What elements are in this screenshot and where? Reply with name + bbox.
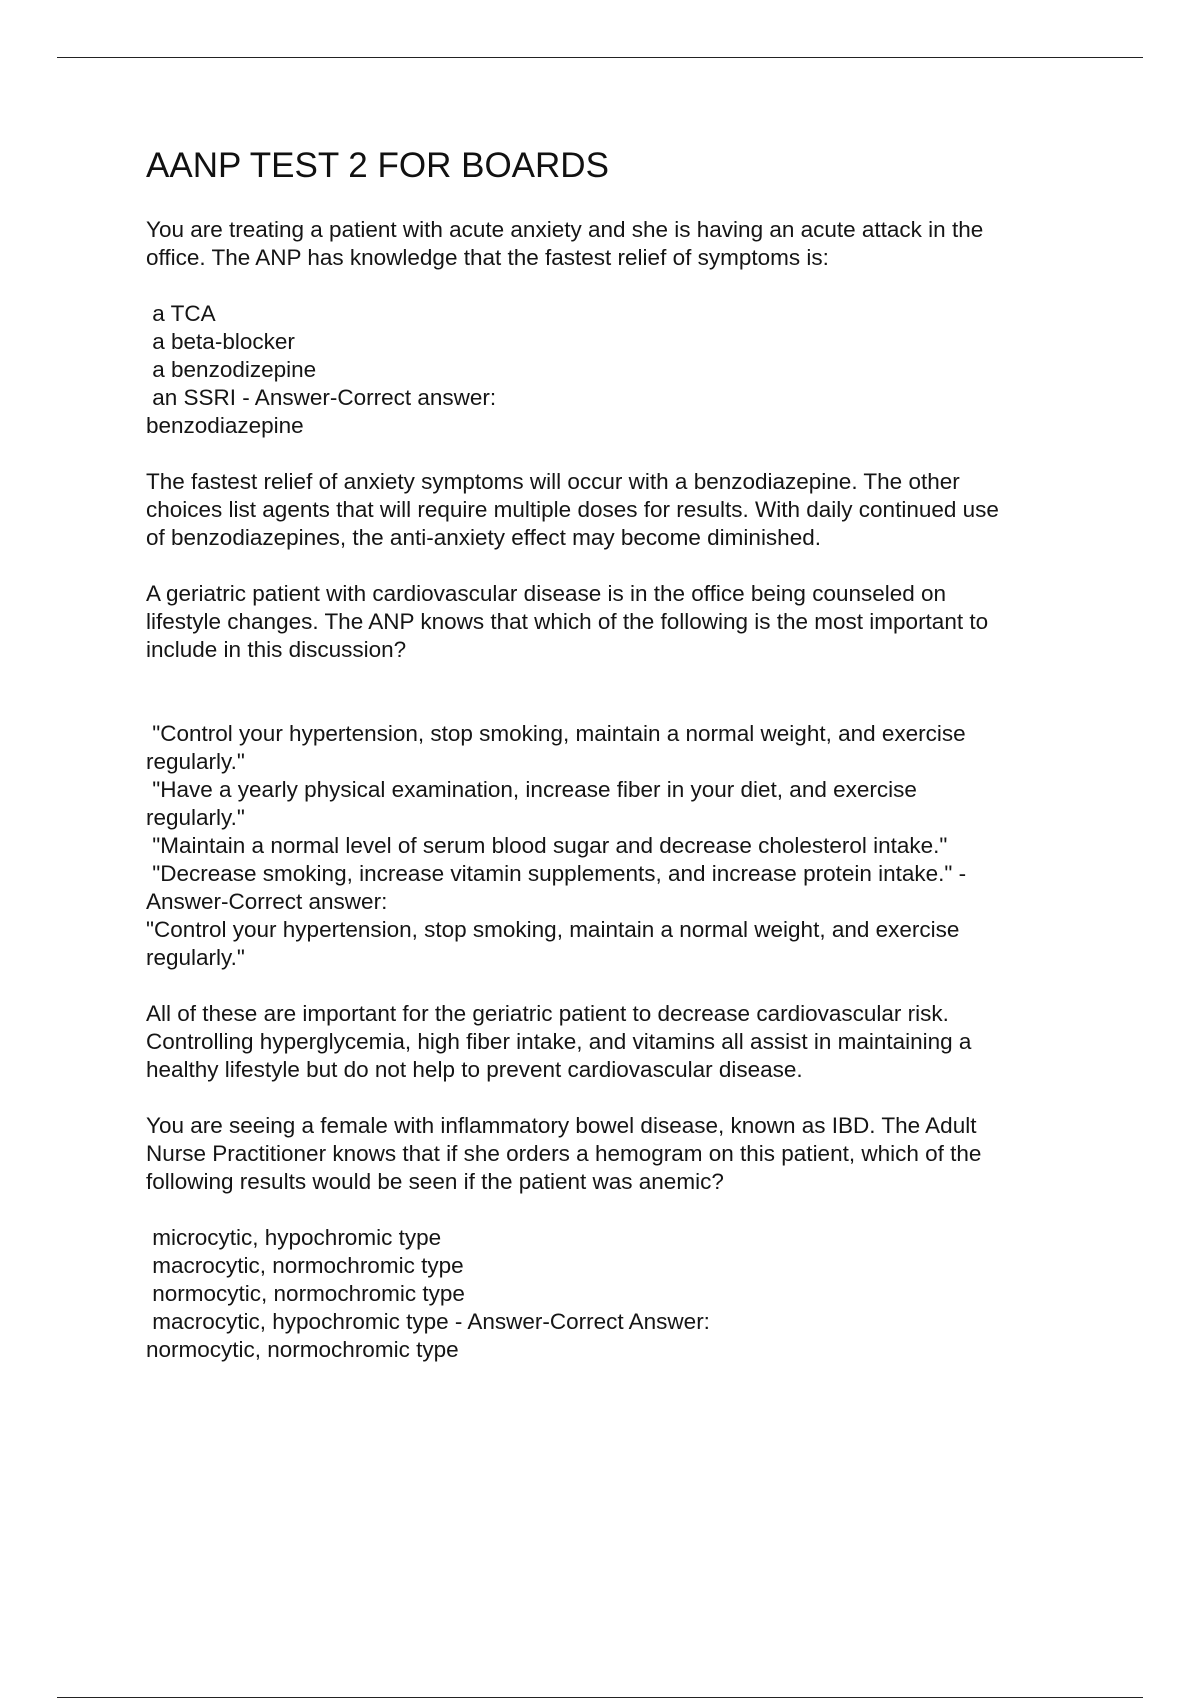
footer-rule (57, 1697, 1143, 1698)
question-3-stem: You are seeing a female with inflammatory bowel disease, known as IBD. The Adult Nurse Practitioner knows that if she orders a hemogram on this patient, which of the following results would be seen if the patient was anemic? (146, 1113, 982, 1194)
spacer (146, 440, 1086, 468)
spacer (146, 1196, 1086, 1224)
question-1-options: a TCA a beta-blocker a benzodizepine an SSRI - Answer-Correct answer: benzodiazepine (146, 301, 497, 438)
spacer (146, 1084, 1086, 1112)
question-1-rationale: The fastest relief of anxiety symptoms will occur with a benzodiazepine. The other choices list agents that will require multiple doses for results. With daily continued use of benzodiazepines, the anti-anxiety effect may become diminished. (146, 469, 999, 550)
header-rule (57, 57, 1143, 58)
question-1-stem: You are treating a patient with acute anxiety and she is having an acute attack in the office. The ANP has knowledge that the fastest relief of symptoms is: (146, 217, 984, 270)
question-3-options: microcytic, hypochromic type macrocytic, normochromic type normocytic, normochromic type macrocytic, hypochromic type - Answer-Correct Answer: normocytic, normochromic type (146, 1225, 710, 1362)
spacer (146, 272, 1086, 300)
document-body (146, 140, 1086, 1364)
question-2-rationale: All of these are important for the geriatric patient to decrease cardiovascular risk. Controlling hyperglycemia, high fiber intake, and vitamins all assist in maintaining a healthy lifestyle but do not help to prevent cardiovascular disease. (146, 1001, 972, 1082)
spacer (146, 552, 1086, 580)
question-2-options: "Control your hypertension, stop smoking, maintain a normal weight, and exercise regularly." "Have a yearly physical examination, increase fiber in your diet, and exercise regularly." "Maintain a normal level of serum blood sugar and decrease cholesterol intake." "Decrease smoking, increase vitamin supplements, and increase protein intake." - Answer-Correct answer: "Control your hypertension, stop smoking, maintain a normal weight, and exercise regularly." (146, 721, 967, 970)
question-2-stem: A geriatric patient with cardiovascular disease is in the office being counseled on lifestyle changes. The ANP knows that which of the following is the most important to include in this discussion? (146, 581, 989, 662)
spacer (146, 972, 1086, 1000)
spacer (146, 664, 1086, 720)
page-title: AANP TEST 2 FOR BOARDS (146, 146, 609, 185)
